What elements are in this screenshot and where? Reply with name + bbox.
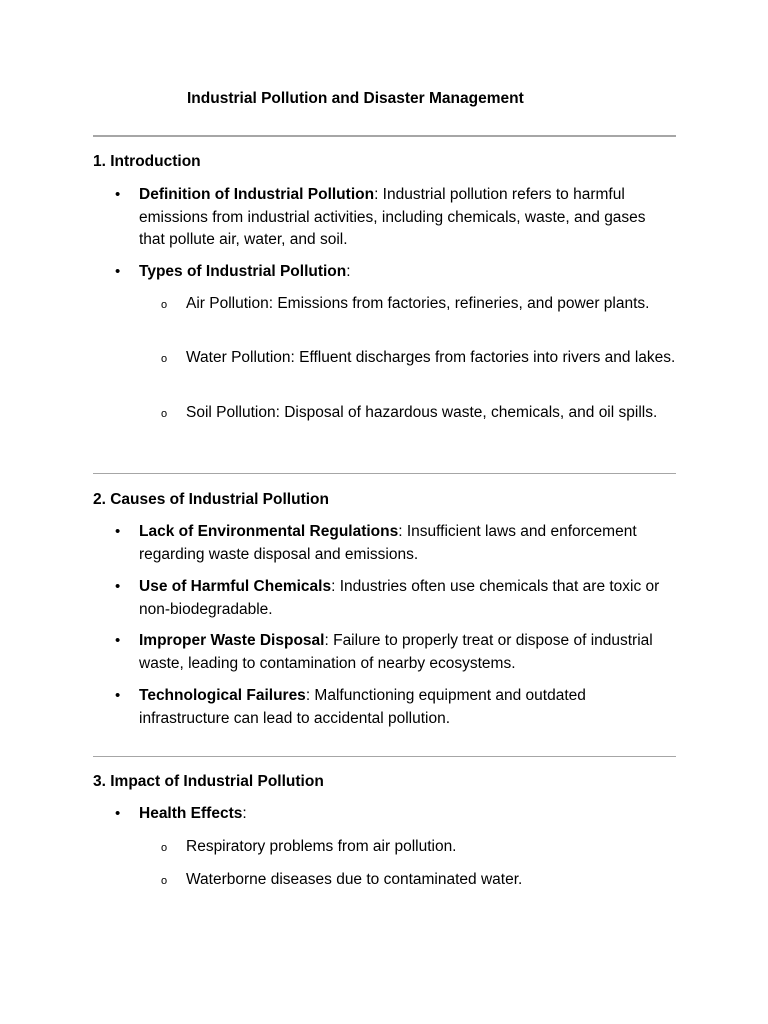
item-term: Definition of Industrial Pollution [139,186,375,203]
sub-list-item [161,836,676,859]
list-item [115,576,674,621]
bullet-icon: • [115,523,121,540]
item-text: : Failure to properly treat or dispose of industrial waste, leading to contamination of nearby ecosystems. [139,632,653,672]
sub-item-text: Waterborne diseases due to contaminated water. [186,871,523,888]
item-text: : [242,805,247,822]
item-text: : Malfunctioning equipment and outdated infrastructure can lead to accidental pollution. [139,687,586,727]
bullet-icon: • [115,263,121,280]
bullet-icon: • [115,805,121,822]
sub-list-item [161,347,676,370]
bullet-icon: • [115,186,121,203]
list-item [115,630,674,675]
horizontal-rule [93,756,676,757]
item-term: Health Effects [139,805,243,822]
document-title: Industrial Pollution and Disaster Management [187,90,524,107]
sub-item-text: Water Pollution: Effluent discharges from factories into rivers and lakes. [186,349,676,366]
item-text: : [346,263,351,280]
sub-bullet-icon: o [161,353,168,365]
sub-list-item [161,293,676,316]
item-term: Types of Industrial Pollution [139,263,347,280]
item-text: : Industrial pollution refers to harmful emissions from industrial activities, including chemicals, waste, and gases that pollute air, water, and soil. [139,186,646,248]
bullet-icon: • [115,687,121,704]
sub-list-item [161,869,676,892]
sub-bullet-icon: o [161,842,168,854]
list-item [115,521,674,566]
sub-item-text: Soil Pollution: Disposal of hazardous waste, chemicals, and oil spills. [186,404,658,421]
list-item [115,685,674,730]
section-heading-causes: 2. Causes of Industrial Pollution [93,491,329,508]
sub-list-item [161,402,676,425]
list-item [115,261,674,284]
sub-bullet-icon: o [161,875,168,887]
horizontal-rule [93,135,676,137]
item-text: : Insufficient laws and enforcement regarding waste disposal and emissions. [139,523,637,563]
bullet-icon: • [115,578,121,595]
section-heading-impact: 3. Impact of Industrial Pollution [93,773,324,790]
horizontal-rule [93,473,676,474]
sub-item-text: Respiratory problems from air pollution. [186,838,457,855]
section-heading-introduction: 1. Introduction [93,153,201,170]
list-item [115,184,674,252]
bullet-icon: • [115,632,121,649]
sub-bullet-icon: o [161,299,168,311]
item-term: Technological Failures [139,687,306,704]
item-term: Lack of Environmental Regulations [139,523,399,540]
item-term: Improper Waste Disposal [139,632,325,649]
list-item [115,803,674,826]
sub-bullet-icon: o [161,408,168,420]
item-text: : Industries often use chemicals that are toxic or non-biodegradable. [139,578,660,618]
item-term: Use of Harmful Chemicals [139,578,332,595]
sub-item-text: Air Pollution: Emissions from factories, refineries, and power plants. [186,295,650,312]
